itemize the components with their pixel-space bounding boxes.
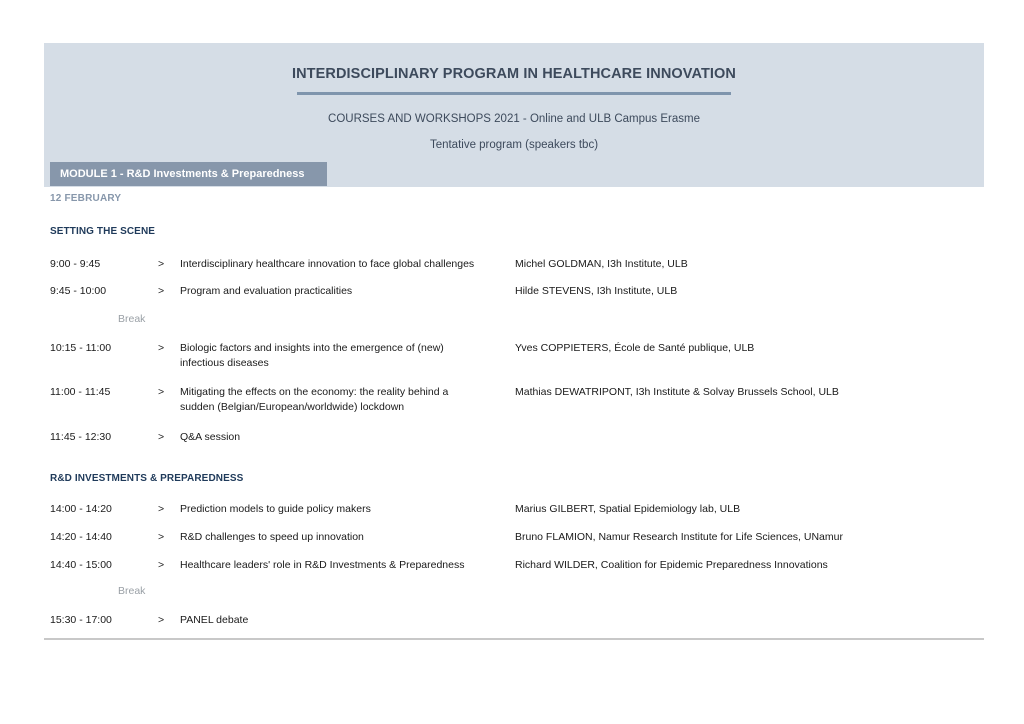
break-label: Break — [118, 313, 146, 325]
section-heading-rd-investments: R&D INVESTMENTS & PREPAREDNESS — [50, 473, 244, 484]
row-arrow: > — [158, 285, 165, 297]
row-topic: R&D challenges to speed up innovation — [180, 531, 364, 543]
row-topic: Interdisciplinary healthcare innovation to face global challenges — [180, 258, 475, 270]
row-topic: Mitigating the effects on the economy: the reality behind a sudden (Belgian/European/worldwide) lockdown — [180, 386, 449, 413]
row-speaker: Bruno FLAMION, Namur Research Institute for Life Sciences, UNamur — [515, 531, 843, 543]
page-subtitle: COURSES AND WORKSHOPS 2021 - Online and ULB Campus Erasme — [328, 113, 700, 125]
module-tab: MODULE 1 - R&D Investments & Preparedness — [50, 162, 327, 186]
row-time: 9:00 - 9:45 — [50, 258, 101, 270]
row-speaker: Mathias DEWATRIPONT, I3h Institute & Solvay Brussels School, ULB — [515, 386, 839, 398]
row-arrow: > — [158, 342, 165, 354]
row-speaker: Yves COPPIETERS, École de Santé publique, ULB — [515, 342, 755, 354]
row-time: 14:00 - 14:20 — [50, 503, 112, 515]
section-heading-setting-the-scene: SETTING THE SCENE — [50, 226, 156, 237]
row-topic: PANEL debate — [180, 614, 249, 626]
row-speaker: Hilde STEVENS, I3h Institute, ULB — [515, 285, 678, 297]
row-arrow: > — [158, 614, 165, 626]
break-label: Break — [118, 585, 146, 597]
row-arrow: > — [158, 559, 165, 571]
row-time: 11:00 - 11:45 — [50, 386, 111, 398]
row-arrow: > — [158, 531, 165, 543]
row-time: 14:40 - 15:00 — [50, 559, 112, 571]
row-topic: Healthcare leaders' role in R&D Investments & Preparedness — [180, 559, 465, 571]
row-time: 15:30 - 17:00 — [50, 614, 112, 626]
title-underline — [297, 92, 731, 95]
tentative-note: Tentative program (speakers tbc) — [429, 139, 599, 151]
row-speaker: Marius GILBERT, Spatial Epidemiology lab, ULB — [515, 503, 741, 515]
row-time: 9:45 - 10:00 — [50, 285, 107, 297]
row-arrow: > — [158, 431, 165, 443]
row-time: 11:45 - 12:30 — [50, 431, 112, 443]
row-topic: Prediction models to guide policy makers — [180, 503, 371, 515]
row-speaker: Richard WILDER, Coalition for Epidemic Preparedness Innovations — [515, 559, 828, 571]
row-arrow: > — [158, 503, 165, 515]
bottom-divider — [44, 638, 984, 640]
session-date: 12 FEBRUARY — [50, 193, 122, 204]
row-arrow: > — [158, 386, 165, 398]
row-arrow: > — [158, 258, 165, 270]
row-topic: Biologic factors and insights into the emergence of (new) infectious diseases — [180, 342, 444, 369]
row-time: 10:15 - 11:00 — [50, 342, 112, 354]
row-topic: Q&A session — [180, 431, 241, 443]
row-speaker: Michel GOLDMAN, I3h Institute, ULB — [515, 258, 688, 270]
row-time: 14:20 - 14:40 — [50, 531, 112, 543]
row-topic: Program and evaluation practicalities — [180, 285, 353, 297]
page-title: INTERDISCIPLINARY PROGRAM IN HEALTHCARE INNOVATION — [291, 66, 737, 82]
